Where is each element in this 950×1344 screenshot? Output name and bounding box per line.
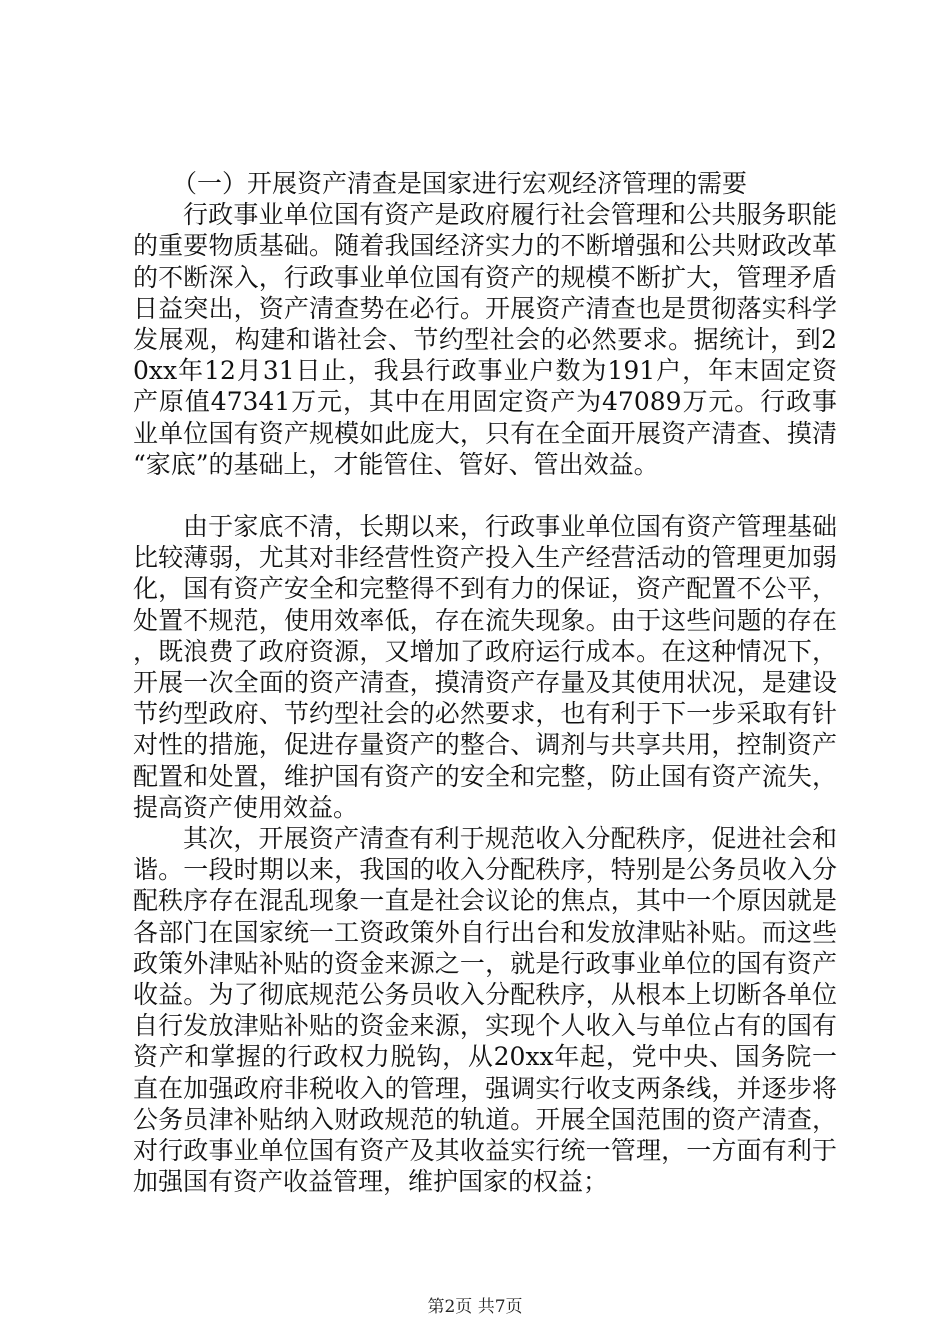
page-footer: 第2页 共7页: [427, 1297, 523, 1317]
paragraph-1: 行政事业单位国有资产是政府履行社会管理和公共服务职能的重要物质基础。随着我国经济实力的不断增强和公共财政改革的不断深入，行政事业单位国有资产的规模不断扩大，管理矛盾日益突出，资产清查势在必行。开展资产清查也是贯彻落实科学发展观，构建和谐社会、节约型社会的必然要求。据统计，到20xx年12月31日止，我县行政事业户数为191户，年末固定资产原值47341万元，其中在用固定资产为47089万元。行政事业单位国有资产规模如此庞大，只有在全面开展资产清查、摸清“家底”的基础上，才能管住、管好、管出效益。: [133, 200, 837, 479]
section-heading: （一）开展资产清查是国家进行宏观经济管理的需要: [172, 169, 748, 198]
document-body: [133, 168, 837, 1198]
paragraph-gap: [133, 480, 837, 511]
paragraph-3: 其次，开展资产清查有利于规范收入分配秩序，促进社会和谐。一段时期以来，我国的收入分配秩序，特别是公务员收入分配秩序存在混乱现象一直是社会议论的焦点，其中一个原因就是各部门在国家统一工资政策外自行出台和发放津贴补贴。而这些政策外津贴补贴的资金来源之一，就是行政事业单位的国有资产收益。为了彻底规范公务员收入分配秩序，从根本上切断各单位自行发放津贴补贴的资金来源，实现个人收入与单位占有的国有资产和掌握的行政权力脱钩，从20xx年起，党中央、国务院一直在加强政府非税收入的管理，强调实行收支两条线，并逐步将公务员津补贴纳入财政规范的轨道。开展全国范围的资产清查，对行政事业单位国有资产及其收益实行统一管理，一方面有利于加强国有资产收益管理，维护国家的权益；: [133, 824, 837, 1197]
paragraph-2: 由于家底不清，长期以来，行政事业单位国有资产管理基础比较薄弱，尤其对非经营性资产投入生产经营活动的管理更加弱化，国有资产安全和完整得不到有力的保证，资产配置不公平，处置不规范，使用效率低，存在流失现象。由于这些问题的存在，既浪费了政府资源，又增加了政府运行成本。在这种情况下，开展一次全面的资产清查，摸清资产存量及其使用状况，是建设节约型政府、节约型社会的必然要求，也有利于下一步采取有针对性的措施，促进存量资产的整合、调剂与共享共用，控制资产配置和处置，维护国有资产的安全和完整，防止国有资产流失，提高资产使用效益。: [133, 512, 837, 822]
